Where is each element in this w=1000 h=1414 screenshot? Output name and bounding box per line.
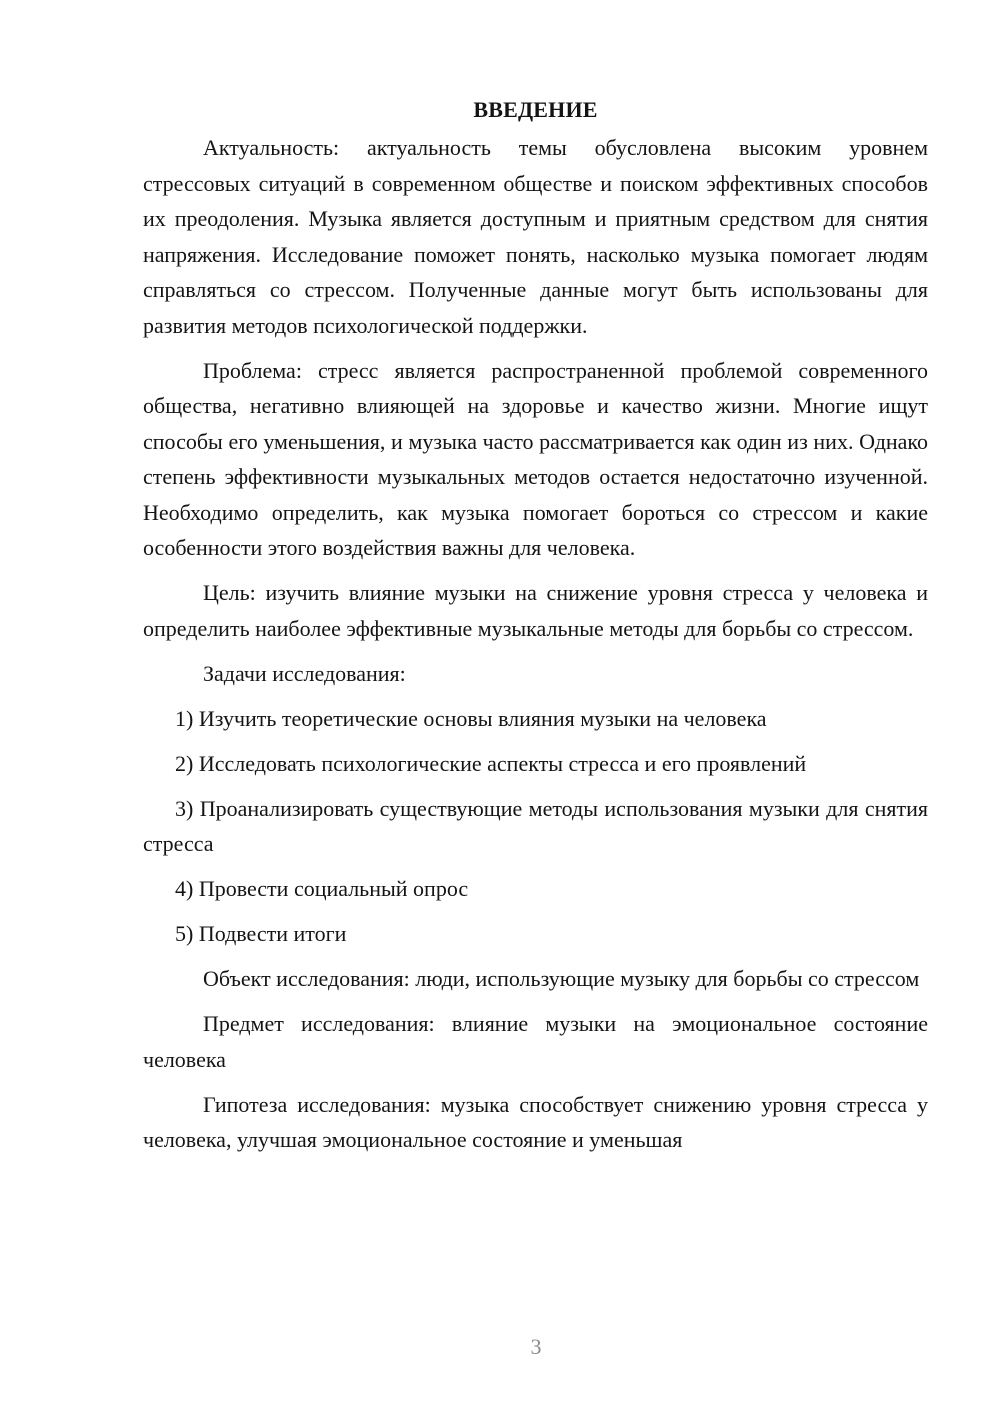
paragraph-subject: Предмет исследования: влияние музыки на эмоциональное состояние человека	[143, 1011, 928, 1072]
page-number: 3	[530, 1334, 542, 1359]
paragraph-goal: Цель: изучить влияние музыки на снижение уровня стресса у человека и определить наиболее эффективные музыкальные методы для борьбы со стрессом.	[143, 580, 928, 641]
paragraph-object: Объект исследования: люди, использующие музыку для борьбы со стрессом	[203, 966, 920, 991]
task-item-5: 5) Подвести итоги	[175, 921, 347, 946]
task-item-2: 2) Исследовать психологические аспекты стресса и его проявлений	[175, 750, 807, 776]
paragraph-relevance: Актуальность: актуальность темы обусловлена высоким уровнем стрессовых ситуаций в современном обществе и поиском эффективных способов их преодоления. Музыка является доступным и приятным средством для снятия напряжения. Исследование поможет понять, насколько музыка помогает людям справляться со стрессом. Полученные данные могут быть использованы для развития методов психологической поддержки.	[143, 135, 928, 338]
page-title: ВВЕДЕНИЕ	[473, 97, 598, 122]
task-item-4: 4) Провести социальный опрос	[175, 876, 469, 901]
paragraph-hypothesis: Гипотеза исследования: музыка способствует снижению уровня стресса у человека, улучшая эмоциональное состояние и уменьшая	[143, 1091, 928, 1152]
document-body	[143, 92, 928, 1167]
task-item-1: 1) Изучить теоретические основы влияния музыки на человека	[175, 705, 767, 731]
tasks-intro: Задачи исследования:	[203, 660, 406, 686]
task-item-3: 3) Проанализировать существующие методы использования музыки для снятия стресса	[143, 795, 928, 856]
paragraph-problem: Проблема: стресс является распространенной проблемой современного общества, негативно влияющей на здоровье и качество жизни. Многие ищут способы его уменьшения, и музыка часто рассматривается как один из них. Однако степень эффективности музыкальных методов остается недостаточно изученной. Необходимо определить, как музыка помогает бороться со стрессом и какие особенности этого воздействия важны для человека.	[143, 357, 928, 560]
